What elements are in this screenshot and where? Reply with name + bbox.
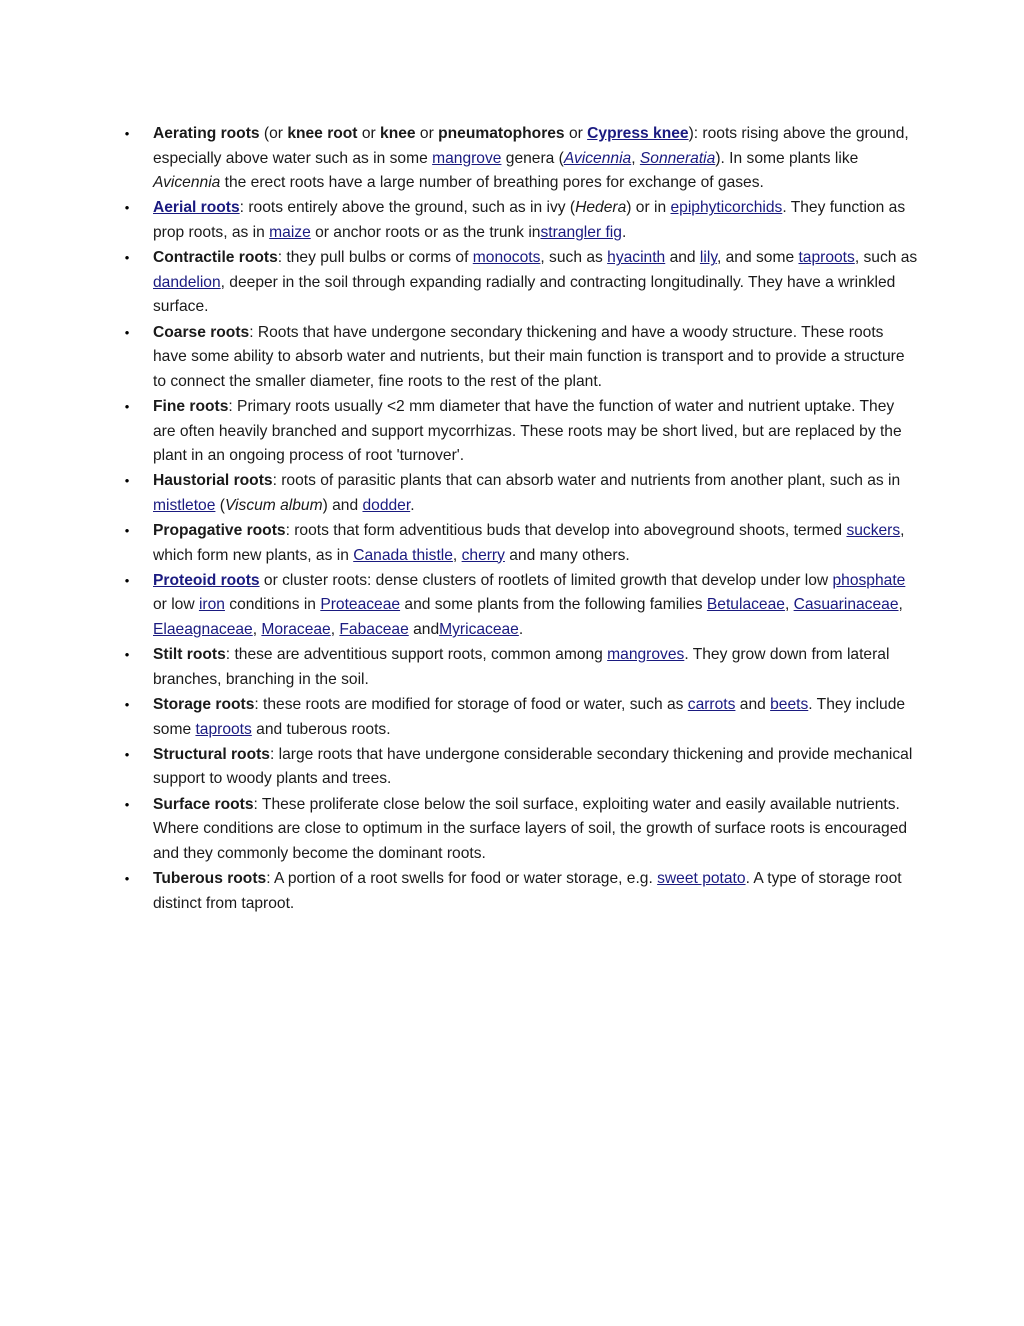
text: . A type of storage root distinct from taproot.	[153, 869, 902, 912]
text: ,	[898, 596, 903, 614]
text: ,	[252, 621, 262, 639]
link-carrots[interactable]: carrots	[687, 696, 736, 713]
link-cypress-knee[interactable]: Cypress knee	[587, 125, 689, 142]
text: . They function as prop roots, as in	[153, 199, 906, 241]
bullet-icon: •	[124, 796, 130, 812]
link-sweet-potato[interactable]: sweet potato	[657, 869, 746, 887]
term-knee: knee	[380, 125, 416, 142]
text: ,	[330, 621, 340, 639]
bullet-icon: •	[124, 200, 130, 216]
link-suckers[interactable]: suckers	[846, 522, 901, 540]
bullet-icon: •	[124, 523, 130, 539]
text: .	[410, 496, 415, 514]
text: or low	[153, 596, 199, 614]
bullet-icon: •	[124, 746, 130, 762]
list-item-structural-roots	[120, 743, 920, 792]
text: ): roots rising above the ground, especially above water such as in some	[153, 125, 909, 167]
bullet-icon: •	[124, 126, 130, 141]
text: (	[215, 496, 225, 514]
term-surface-roots: Surface roots	[153, 795, 254, 813]
list-item-stilt-roots	[120, 643, 920, 692]
term-storage-roots: Storage roots	[153, 696, 255, 713]
link-dodder[interactable]: dodder	[362, 496, 411, 514]
bullet-icon: •	[124, 324, 130, 340]
text: or cluster roots: dense clusters of rootlets of limited growth that develop under low	[259, 571, 833, 589]
list-item-storage-roots	[120, 693, 920, 742]
text: or	[357, 125, 381, 142]
link-taproots[interactable]: taproots	[195, 720, 252, 738]
list-item-proteoid-roots	[120, 569, 920, 643]
list-item-propagative-roots	[120, 519, 920, 568]
list-item-surface-roots	[120, 793, 920, 867]
link-proteaceae[interactable]: Proteaceae	[320, 596, 401, 614]
link-strangler-fig[interactable]: strangler fig	[540, 223, 622, 241]
term-aerating-roots: Aerating roots	[153, 125, 260, 142]
term-contractile-roots: Contractile roots	[153, 249, 278, 267]
text: : roots entirely above the ground, such as in ivy (	[239, 199, 576, 217]
italic-hedera: Hedera	[575, 199, 627, 217]
link-canada-thistle[interactable]: Canada thistle	[353, 546, 453, 564]
text: , such as	[540, 249, 608, 267]
text: : Roots that have undergone secondary thickening and have a woody structure. These roots have some ability to absorb water and nutrients, but their main function is transport and to provide a structure to connect the smaller diameter, fine roots to the rest of the plant.	[153, 323, 905, 390]
bullet-icon: •	[124, 647, 130, 663]
link-iron[interactable]: iron	[198, 596, 225, 614]
text: and tuberous roots.	[251, 720, 391, 738]
bullet-icon: •	[124, 870, 130, 886]
list-item-haustorial-roots	[120, 469, 920, 518]
bullet-icon: •	[124, 697, 130, 712]
root-types-list	[120, 122, 920, 917]
list-item-aerating-roots	[120, 122, 920, 196]
term-stilt-roots: Stilt roots	[153, 646, 226, 664]
term-haustorial-roots: Haustorial roots	[153, 472, 273, 490]
link-aerial-roots[interactable]: Aerial roots	[153, 199, 240, 217]
link-dandelion[interactable]: dandelion	[153, 273, 221, 291]
text: , which form new plants, as in	[153, 522, 905, 564]
link-maize[interactable]: maize	[269, 223, 311, 241]
link-mangrove[interactable]: mangrove	[432, 149, 502, 167]
link-hyacinth[interactable]: hyacinth	[607, 249, 666, 267]
text: : these roots are modified for storage of food or water, such as	[254, 696, 688, 713]
link-monocots[interactable]: monocots	[472, 249, 541, 267]
link-beets[interactable]: beets	[770, 696, 809, 713]
text: and	[408, 621, 440, 639]
term-structural-roots: Structural roots	[153, 745, 270, 763]
link-mangroves[interactable]: mangroves	[607, 646, 685, 664]
list-item-aerial-roots	[120, 196, 920, 245]
link-moraceae[interactable]: Moraceae	[261, 621, 331, 639]
text: ,	[784, 596, 794, 614]
text: : roots that form adventitious buds that develop into aboveground shoots, termed	[285, 522, 847, 540]
link-betulaceae[interactable]: Betulaceae	[706, 596, 785, 614]
text: , deeper in the soil through expanding radially and contracting longitudinally. They have a wrinkled surface.	[153, 273, 896, 316]
text: . They include some	[153, 696, 906, 738]
term-knee-root: knee root	[287, 125, 358, 142]
text: .	[518, 621, 524, 639]
list-item-fine-roots	[120, 395, 920, 469]
text: : they pull bulbs or corms of	[277, 249, 473, 267]
bullet-icon: •	[124, 250, 130, 266]
term-tuberous-roots: Tuberous roots	[153, 869, 267, 887]
text: : these are adventitious support roots, common among	[225, 646, 608, 664]
bullet-icon: •	[124, 398, 130, 414]
text: . They grow down from lateral branches, branching in the soil.	[153, 646, 890, 688]
list-item-tuberous-roots	[120, 867, 920, 916]
bullet-icon: •	[124, 572, 130, 588]
link-epiphyticorchids[interactable]: epiphyticorchids	[670, 199, 783, 217]
link-taproots[interactable]: taproots	[798, 249, 855, 267]
bullet-icon: •	[124, 473, 130, 489]
list-item-coarse-roots	[120, 321, 920, 395]
link-cherry[interactable]: cherry	[461, 546, 505, 564]
text: ) or in	[626, 199, 671, 217]
text: : roots of parasitic plants that can absorb water and nutrients from another plant, such as in	[272, 472, 901, 490]
text: the erect roots have a large number of breathing pores for exchange of gases.	[220, 174, 764, 192]
text: genera (	[501, 149, 564, 167]
link-sonneratia[interactable]: Sonneratia	[639, 149, 716, 167]
text: ) and	[322, 496, 363, 514]
link-avicennia[interactable]: Avicennia	[563, 149, 632, 167]
link-proteoid-roots[interactable]: Proteoid roots	[153, 571, 260, 589]
link-mistletoe[interactable]: mistletoe	[153, 496, 216, 514]
link-casuarinaceae[interactable]: Casuarinaceae	[793, 596, 899, 614]
list-item-contractile-roots	[120, 246, 920, 320]
text: (or	[259, 125, 288, 142]
link-lily[interactable]: lily	[699, 249, 717, 267]
term-fine-roots: Fine roots	[153, 397, 229, 415]
text: ,	[452, 546, 462, 564]
text: ). In some plants like	[715, 149, 859, 167]
link-myricaceae[interactable]: Myricaceae	[439, 621, 519, 639]
term-pneumatophores: pneumatophores	[438, 125, 565, 142]
link-elaeagnaceae[interactable]: Elaeagnaceae	[153, 621, 253, 639]
text: or	[415, 125, 439, 142]
term-propagative-roots: Propagative roots	[153, 522, 286, 540]
text: and	[735, 696, 771, 713]
link-phosphate[interactable]: phosphate	[832, 571, 906, 589]
text: or	[564, 125, 588, 142]
text: , such as	[854, 249, 918, 267]
text: : large roots that have undergone considerable secondary thickening and provide mechanical support to woody plants and trees.	[153, 745, 913, 788]
text: and some plants from the following families	[400, 596, 707, 614]
italic-viscum-album: Viscum album	[224, 496, 323, 514]
text: ,	[631, 149, 640, 167]
text: and many others.	[504, 546, 630, 564]
text: .	[621, 223, 627, 241]
italic-avicennia: Avicennia	[153, 174, 221, 192]
text: and	[665, 249, 700, 267]
link-fabaceae[interactable]: Fabaceae	[339, 621, 409, 639]
text: : A portion of a root swells for food or water storage, e.g.	[266, 869, 658, 887]
text: or anchor roots or as the trunk in	[310, 223, 541, 241]
text: , and some	[716, 249, 799, 267]
text: conditions in	[224, 596, 321, 614]
term-coarse-roots: Coarse roots	[153, 323, 250, 341]
text: : These proliferate close below the soil surface, exploiting water and easily available nutrients. Where conditions are close to optimum in the surface layers of soil, the growth of surface roots is encouraged and they commonly become the dominant roots.	[153, 795, 908, 862]
text: : Primary roots usually <2 mm diameter that have the function of water and nutrient uptake. They are often heavily branched and support mycorrhizas. These roots may be short lived, but are replaced by the plant in an ongoing process of root 'turnover'.	[153, 397, 902, 465]
